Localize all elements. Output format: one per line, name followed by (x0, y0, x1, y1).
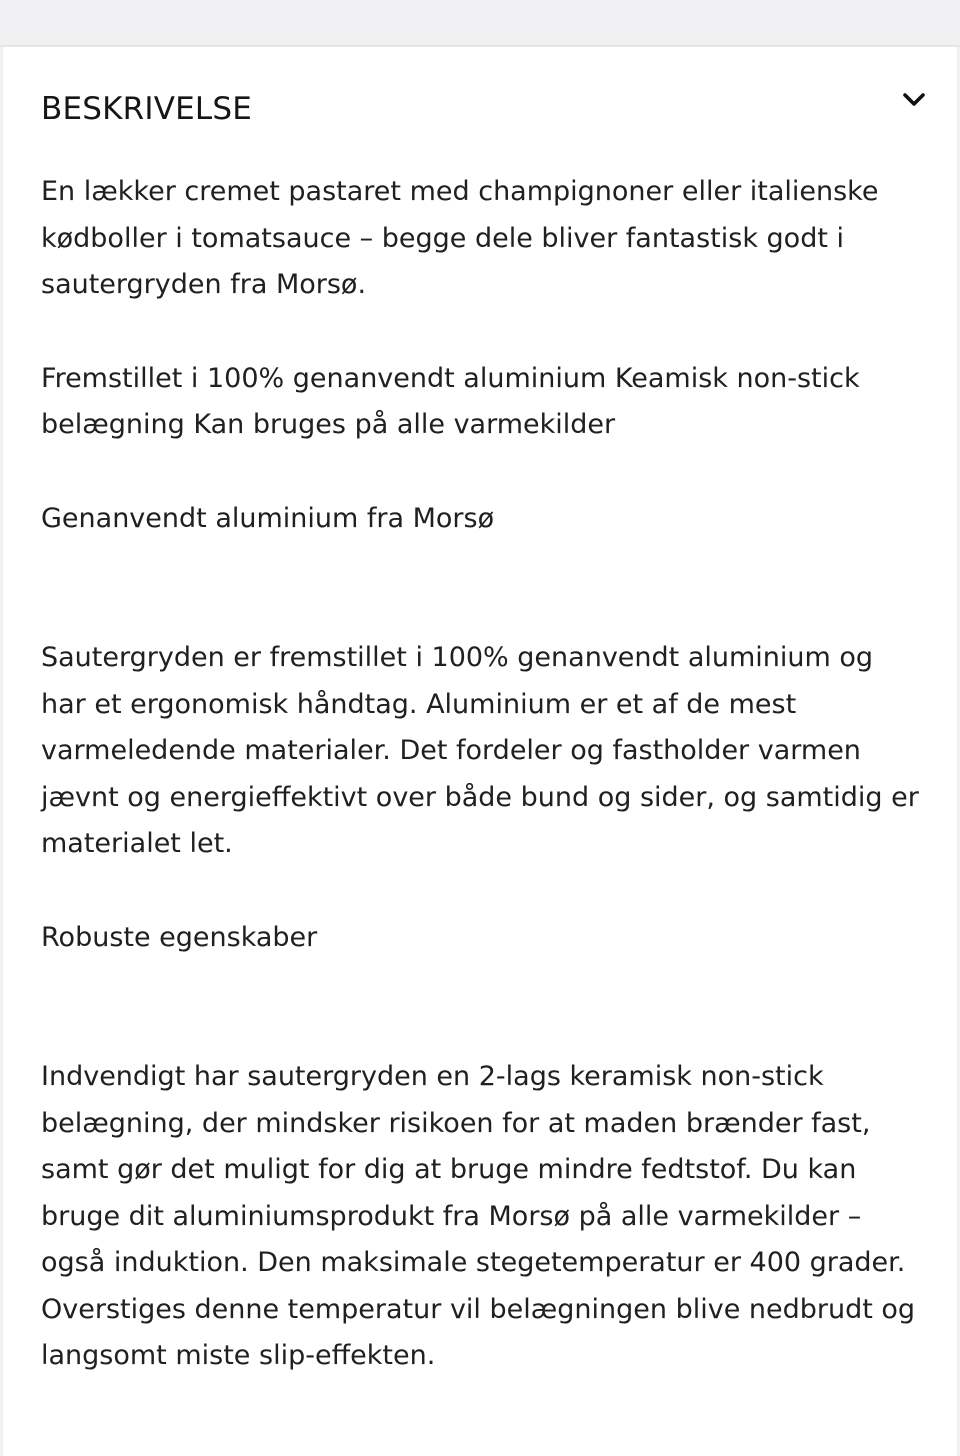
paragraph-spacer (41, 309, 921, 356)
description-accordion (2, 47, 958, 1456)
description-paragraph-intro: En lækker cremet pastaret med champignoner eller italienske kødboller i tomatsauce – begge dele bliver fantastisk godt i sautergryden fra Morsø. (41, 176, 879, 300)
description-paragraph-coating: Indvendigt har sautergryden en 2-lags keramisk non-stick belægning, der mindsker risikoen for at maden brænder fast, samt gør det muligt for dig at bruge mindre fedtstof. Du kan bruge dit aluminiumsprodukt fra Morsø på alle varmekilder – også induktion. Den maksimale stegetemperatur er 400 grader. Overstiges denne temperatur vil belægningen blive nedbrudt og langsomt miste slip-effekten. (41, 1061, 916, 1371)
paragraph-spacer (41, 542, 921, 635)
description-body (41, 169, 921, 1380)
paragraph-spacer (41, 868, 921, 915)
chevron-down-icon[interactable] (896, 85, 932, 115)
paragraph-spacer (41, 961, 921, 1054)
section-title: BESKRIVELSE (41, 91, 253, 127)
paragraph-spacer (41, 449, 921, 496)
accordion-header[interactable] (3, 47, 957, 167)
description-subheading-recycled: Genanvendt aluminium fra Morsø (41, 502, 495, 534)
top-bar (0, 0, 960, 47)
description-subheading-robust: Robuste egenskaber (41, 921, 318, 953)
description-paragraph-aluminium: Sautergryden er fremstillet i 100% genanvendt aluminium og har et ergonomisk håndtag. Aluminium er et af de mest varmeledende materialer. Det fordeler og fastholder varmen jævnt og energieffektivt over både bund og sider, og samtidig er materialet let. (41, 642, 919, 859)
description-paragraph-features: Fremstillet i 100% genanvendt aluminium Keamisk non-stick belægning Kan bruges på alle varmekilder (41, 362, 860, 440)
